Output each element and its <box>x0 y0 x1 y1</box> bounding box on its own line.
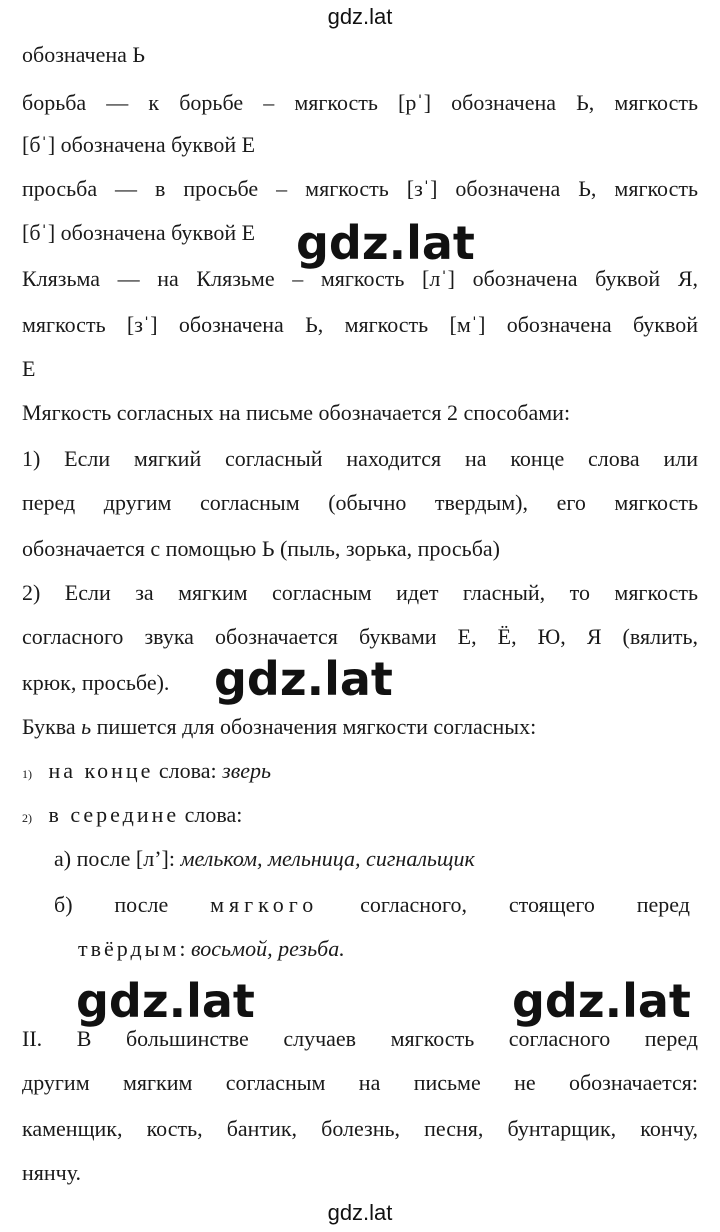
text-span: стоящего <box>508 892 595 917</box>
text-span: перед <box>636 892 690 917</box>
text-span: слова: <box>179 802 243 827</box>
list-number: 2) <box>22 811 32 825</box>
list-item <box>22 800 698 833</box>
text-line: крюк, просьбе). <box>22 670 170 695</box>
text-line: каменщик, кость, бантик, болезнь, песня, бунтарщик, кончу, <box>22 1116 698 1141</box>
sub-item-continued <box>78 934 698 964</box>
text-line: обозначается с помощью Ь (пыль, зорька, просьба) <box>22 536 500 561</box>
text-line: перед другим согласным (обычно твердым), его мягкость <box>22 490 698 515</box>
text-line: Е <box>22 356 36 381</box>
text-span: Буква <box>22 714 82 739</box>
text-span: после <box>114 892 169 917</box>
spaced-text: твёрдым <box>78 936 180 961</box>
list-number: 1) <box>22 767 32 781</box>
spaced-text: на конце <box>48 758 154 783</box>
sub-item <box>54 890 690 920</box>
text-span: : <box>179 936 191 961</box>
examples: мельком, мельница, сигнальщик <box>180 846 475 871</box>
sub-item <box>54 844 698 874</box>
watermark-large: gdz.lat <box>214 652 393 706</box>
list-item <box>22 756 698 789</box>
italic-letter: ь <box>81 714 92 739</box>
spaced-text: мягкого <box>210 892 319 917</box>
example-word: зверь <box>222 758 272 783</box>
text-span: пишется для обозначения мягкости согласных: <box>91 714 537 739</box>
text-line: мягкость [зˈ] обозначена Ь, мягкость [мˈ] обозначена буквой <box>22 312 698 337</box>
text-line: обозначена Ь <box>22 42 146 67</box>
examples: восьмой, резьба. <box>191 936 345 961</box>
spaced-text: в середине <box>48 802 180 827</box>
text-line: нянчу. <box>22 1160 82 1185</box>
watermark-bottom: gdz.lat <box>327 1200 393 1225</box>
watermark-large: gdz.lat <box>512 974 691 1028</box>
text-line: согласного звука обозначается буквами Е, Ё, Ю, Я (вялить, <box>22 624 698 649</box>
text-line <box>22 712 698 742</box>
text-span: слова: <box>153 758 223 783</box>
text-line: Клязьма — на Клязьме – мягкость [лˈ] обозначена буквой Я, <box>22 266 698 291</box>
watermark-top: gdz.lat <box>327 4 393 29</box>
text-line: II. В большинстве случаев мягкость согласного перед <box>22 1026 698 1051</box>
text-span: а) после [л’]: <box>54 846 181 871</box>
text-line: 2) Если за мягким согласным идет гласный, то мягкость <box>22 580 698 605</box>
text-line: Мягкость согласных на письме обозначается 2 способами: <box>22 400 571 425</box>
watermark-large: gdz.lat <box>296 216 475 270</box>
text-span: б) <box>54 892 73 917</box>
text-span: согласного, <box>360 892 468 917</box>
text-line: другим мягким согласным на письме не обозначается: <box>22 1070 698 1095</box>
text-line: просьба — в просьбе – мягкость [зˈ] обозначена Ь, мягкость <box>22 176 698 201</box>
watermark-large: gdz.lat <box>76 974 255 1028</box>
text-line: борьба — к борьбе – мягкость [рˈ] обозначена Ь, мягкость <box>22 90 698 115</box>
text-line: [бˈ] обозначена буквой Е <box>22 132 256 157</box>
text-line: 1) Если мягкий согласный находится на конце слова или <box>22 446 698 471</box>
text-line: [бˈ] обозначена буквой Е <box>22 220 256 245</box>
